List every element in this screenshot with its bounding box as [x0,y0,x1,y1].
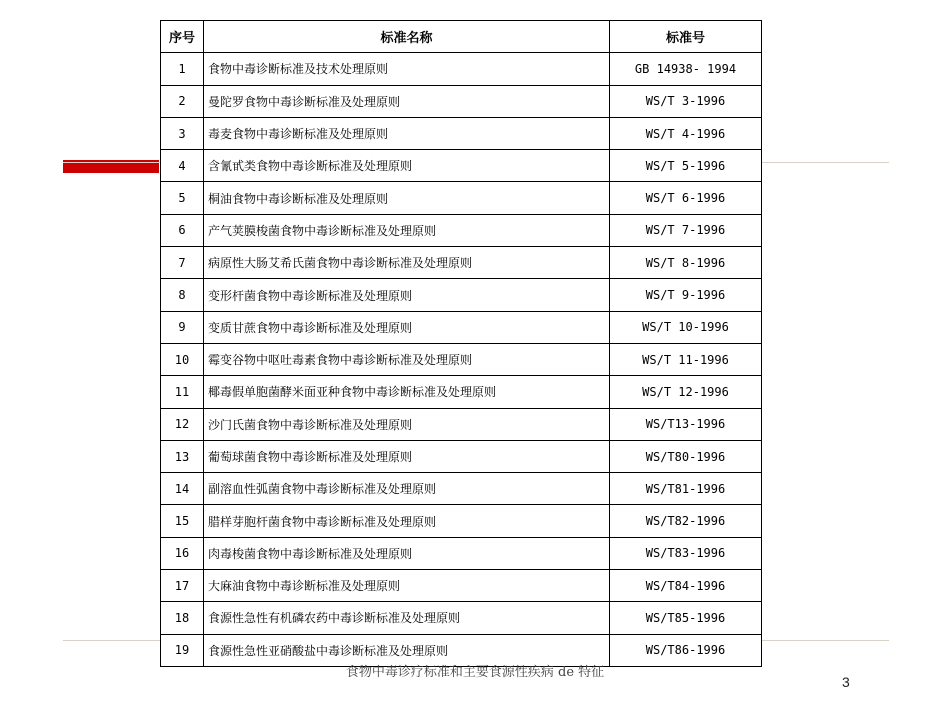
table-row [161,505,762,537]
header-standard-code: 标准号 [610,21,762,53]
standard-code: WS/T13-1996 [610,408,762,440]
row-number: 2 [161,85,204,117]
standard-code: WS/T 4-1996 [610,117,762,149]
footer-title: 食物中毒诊疗标准和主要食源性疾病 de 特征 [345,665,605,680]
standard-code: WS/T 8-1996 [610,247,762,279]
standard-name: 变质甘蔗食物中毒诊断标准及处理原则 [204,311,610,343]
standard-code: WS/T82-1996 [610,505,762,537]
standard-code: WS/T 12-1996 [610,376,762,408]
table-row [161,570,762,602]
standard-code: WS/T 10-1996 [610,311,762,343]
page-number: 3 [842,674,850,690]
row-number: 4 [161,150,204,182]
standard-name: 含氰甙类食物中毒诊断标准及处理原则 [204,150,610,182]
standard-code: WS/T83-1996 [610,537,762,569]
row-number: 6 [161,214,204,246]
row-number: 5 [161,182,204,214]
standard-name: 副溶血性弧菌食物中毒诊断标准及处理原则 [204,473,610,505]
standard-code: WS/T85-1996 [610,602,762,634]
table-row [161,376,762,408]
standards-table [160,20,762,667]
table-row [161,53,762,85]
standard-code: WS/T80-1996 [610,440,762,472]
standard-code: WS/T84-1996 [610,570,762,602]
standard-code: WS/T81-1996 [610,473,762,505]
standard-code: WS/T 11-1996 [610,343,762,375]
standard-code: WS/T86-1996 [610,634,762,666]
standard-name: 葡萄球菌食物中毒诊断标准及处理原则 [204,440,610,472]
standard-name: 病原性大肠艾希氏菌食物中毒诊断标准及处理原则 [204,247,610,279]
row-number: 7 [161,247,204,279]
table-row [161,537,762,569]
table-row [161,214,762,246]
row-number: 12 [161,408,204,440]
standard-code: WS/T 5-1996 [610,150,762,182]
standard-name: 曼陀罗食物中毒诊断标准及处理原则 [204,85,610,117]
table-row [161,602,762,634]
table-row [161,85,762,117]
standard-code: WS/T 6-1996 [610,182,762,214]
standard-name: 食物中毒诊断标准及技术处理原则 [204,53,610,85]
table-row [161,117,762,149]
row-number: 18 [161,602,204,634]
standard-code: GB 14938- 1994 [610,53,762,85]
table-row [161,279,762,311]
row-number: 3 [161,117,204,149]
row-number: 11 [161,376,204,408]
table-header-row [161,21,762,53]
table-row [161,343,762,375]
row-number: 1 [161,53,204,85]
table-row [161,182,762,214]
standard-name: 桐油食物中毒诊断标准及处理原则 [204,182,610,214]
table-row [161,440,762,472]
standard-code: WS/T 3-1996 [610,85,762,117]
standard-name: 腊样芽胞杆菌食物中毒诊断标准及处理原则 [204,505,610,537]
table-row [161,311,762,343]
table-row [161,247,762,279]
standard-name: 肉毒梭菌食物中毒诊断标准及处理原则 [204,537,610,569]
standard-name: 产气荚膜梭菌食物中毒诊断标准及处理原则 [204,214,610,246]
row-number: 16 [161,537,204,569]
table-row [161,150,762,182]
row-number: 8 [161,279,204,311]
row-number: 19 [161,634,204,666]
standard-code: WS/T 7-1996 [610,214,762,246]
standard-name: 沙门氏菌食物中毒诊断标准及处理原则 [204,408,610,440]
table-row [161,408,762,440]
header-serial-number: 序号 [161,21,204,53]
row-number: 9 [161,311,204,343]
row-number: 13 [161,440,204,472]
standard-name: 椰毒假单胞菌酵米面亚种食物中毒诊断标准及处理原则 [204,376,610,408]
row-number: 10 [161,343,204,375]
standard-name: 食源性急性亚硝酸盐中毒诊断标准及处理原则 [204,634,610,666]
standard-name: 食源性急性有机磷农药中毒诊断标准及处理原则 [204,602,610,634]
row-number: 15 [161,505,204,537]
standard-code: WS/T 9-1996 [610,279,762,311]
table-row [161,473,762,505]
standard-name: 霉变谷物中呕吐毒素食物中毒诊断标准及处理原则 [204,343,610,375]
standard-name: 变形杆菌食物中毒诊断标准及处理原则 [204,279,610,311]
header-standard-name: 标准名称 [204,21,610,53]
row-number: 14 [161,473,204,505]
table-row [161,634,762,666]
standard-name: 毒麦食物中毒诊断标准及处理原则 [204,117,610,149]
row-number: 17 [161,570,204,602]
standard-name: 大麻油食物中毒诊断标准及处理原则 [204,570,610,602]
